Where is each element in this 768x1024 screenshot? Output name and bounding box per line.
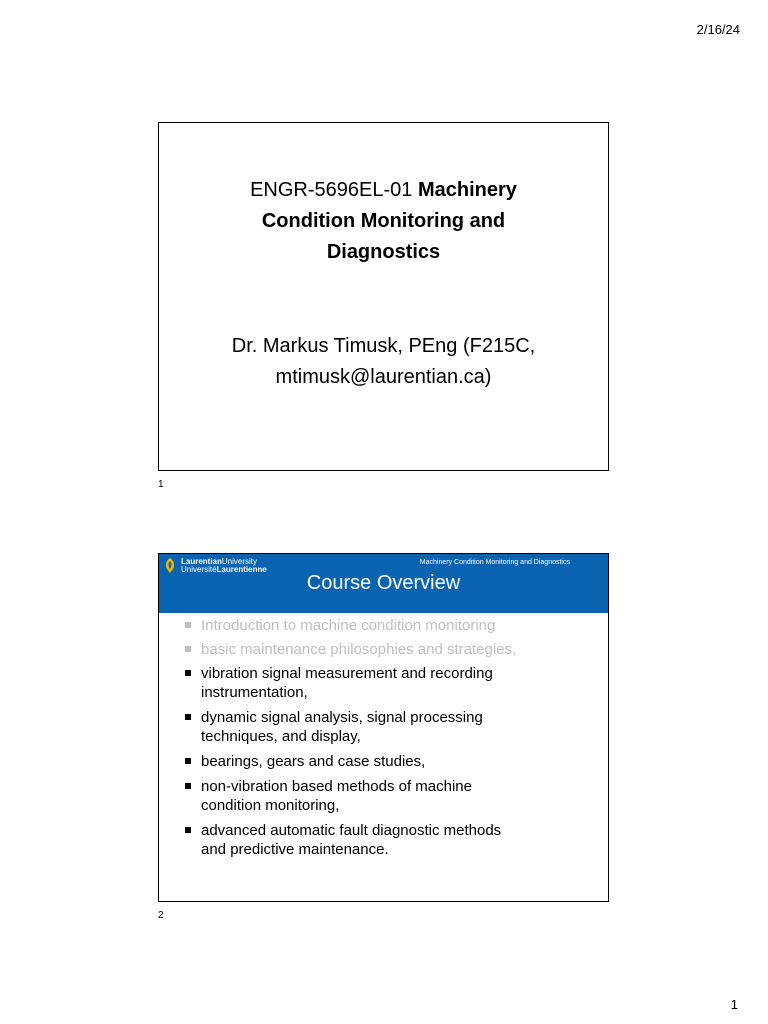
- header-course-name: Machinery Condition Monitoring and Diagnostics: [419, 559, 570, 566]
- bullet-square-icon: [185, 622, 191, 628]
- page-number: 1: [730, 997, 738, 1012]
- bullet-item: [183, 821, 580, 859]
- bullet-item: [183, 616, 580, 635]
- bullet-item: [183, 664, 580, 702]
- bullet-text-line: instrumentation,: [201, 684, 308, 701]
- bullet-text-line: Introduction to machine condition monitoring: [201, 617, 496, 634]
- slide-2: [158, 553, 609, 902]
- slide-2-number: 2: [158, 910, 164, 921]
- bullet-square-icon: [185, 646, 191, 652]
- bullet-square-icon: [185, 758, 191, 764]
- course-title-line-1: Machinery: [417, 179, 517, 201]
- slide-header-bar: [159, 554, 608, 613]
- bullet-text-line: basic maintenance philosophies and strategies,: [201, 641, 517, 658]
- bullet-text-line: advanced automatic fault diagnostic methods: [201, 822, 502, 839]
- bullet-square-icon: [185, 783, 191, 789]
- logo-laurentienne: Laurentienne: [216, 564, 267, 574]
- bullet-text-line: dynamic signal analysis, signal processing: [201, 709, 483, 726]
- bullet-text-line: techniques, and display,: [201, 728, 361, 745]
- bullet-text-line: bearings, gears and case studies,: [201, 753, 426, 770]
- print-date: 2/16/24: [696, 22, 740, 37]
- logo-universite: Université: [181, 564, 217, 574]
- bullet-item: [183, 708, 580, 746]
- course-title-line-3: Diagnostics: [326, 241, 441, 263]
- bullet-text-line: and predictive maintenance.: [201, 841, 389, 858]
- bullet-item: [183, 777, 580, 815]
- logo-university: University: [221, 556, 258, 566]
- course-title-line-2: Condition Monitoring and: [261, 210, 506, 232]
- slide-1-number: 1: [158, 479, 164, 490]
- overview-bullet-list: [183, 616, 580, 865]
- bullet-item: [183, 640, 580, 659]
- bullet-item: [183, 752, 580, 771]
- presenter-line-1: Dr. Markus Timusk, PEng (F215C,: [231, 335, 536, 357]
- bullet-square-icon: [185, 670, 191, 676]
- bullet-square-icon: [185, 827, 191, 833]
- course-title: [159, 175, 608, 268]
- bullet-text-line: non-vibration based methods of machine: [201, 778, 472, 795]
- slide-title: Course Overview: [306, 572, 461, 594]
- presenter-info: [159, 331, 608, 393]
- slide-1: [158, 122, 609, 471]
- course-code: ENGR-5696EL-01: [250, 179, 413, 201]
- bullet-text-line: vibration signal measurement and recording: [201, 665, 493, 682]
- bullet-square-icon: [185, 714, 191, 720]
- bullet-text-line: condition monitoring,: [201, 797, 340, 814]
- logo-laurentian: Laurentian: [181, 556, 222, 566]
- presenter-line-2: mtimusk@laurentian.ca): [275, 366, 492, 388]
